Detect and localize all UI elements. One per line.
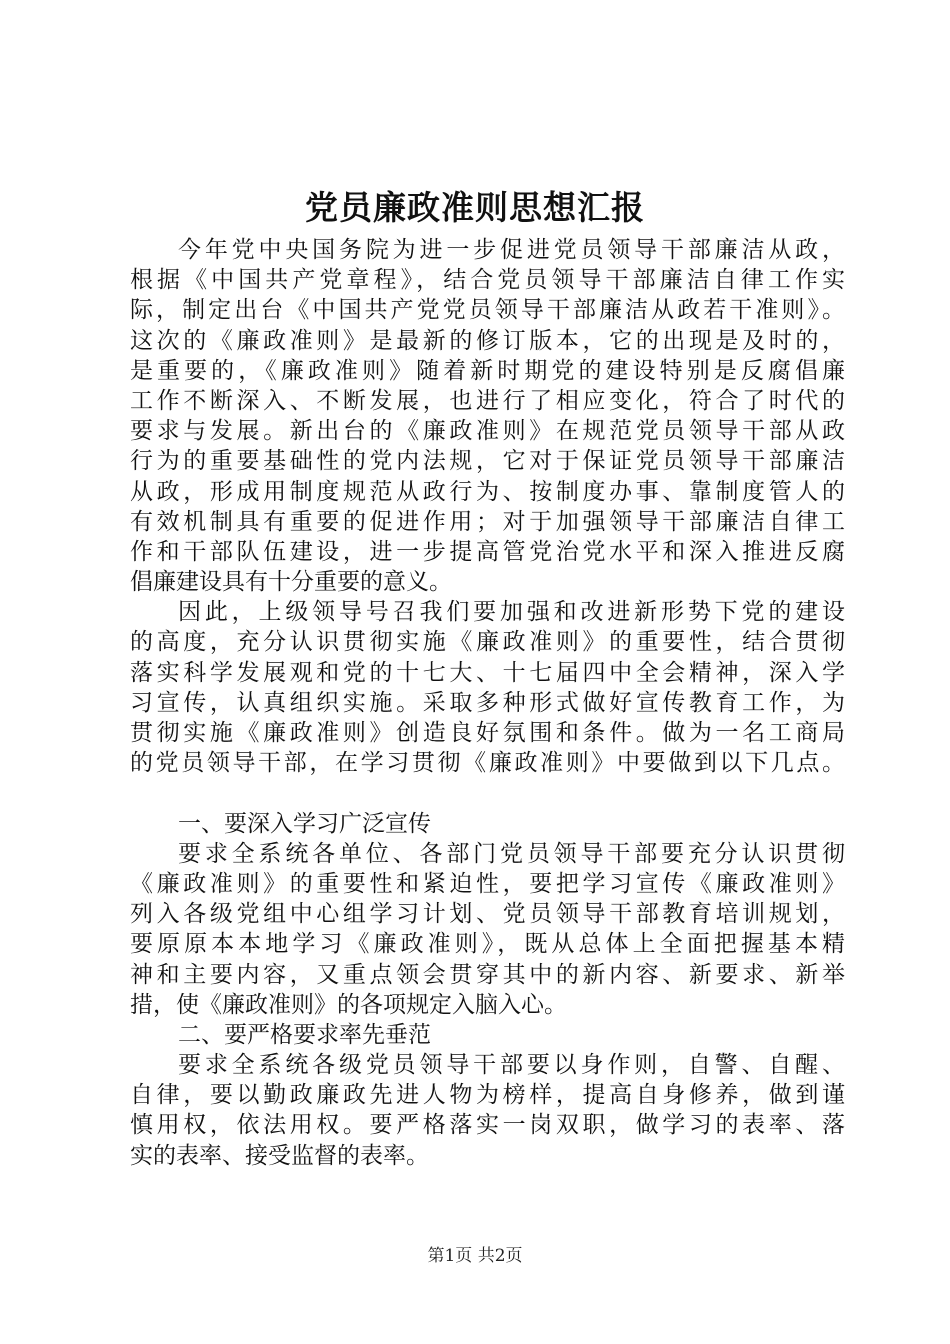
paragraph-line: 措，使《廉政准则》的各项规定入脑入心。 xyxy=(130,991,567,1018)
section-heading: 二、要严格要求率先垂范 xyxy=(178,1021,431,1048)
paragraph-line: 倡廉建设具有十分重要的意义。 xyxy=(130,569,452,596)
paragraph-line: 这次的《廉政准则》是最新的修订版本，它的出现是及时的， xyxy=(130,327,845,354)
paragraph-line: 从政，形成用制度规范从政行为、按制度办事、靠制度管人的 xyxy=(130,478,845,505)
paragraph-line: 习宣传，认真组织实施。采取多种形式做好宣传教育工作，为 xyxy=(130,689,845,716)
paragraph-line: 因此，上级领导号召我们要加强和改进新形势下党的建设 xyxy=(178,599,845,626)
paragraph-line: 工作不断深入、不断发展，也进行了相应变化，符合了时代的 xyxy=(130,387,845,414)
paragraph-line: 列入各级党组中心组学习计划、党员领导干部教育培训规划， xyxy=(130,901,845,928)
paragraph-line: 的高度，充分认识贯彻实施《廉政准则》的重要性，结合贯彻 xyxy=(130,629,845,656)
paragraph-line: 根据《中国共产党章程》，结合党员领导干部廉洁自律工作实 xyxy=(130,267,845,294)
paragraph-line: 作和干部队伍建设，进一步提高管党治党水平和深入推进反腐 xyxy=(130,538,845,565)
paragraph-line: 神和主要内容，又重点领会贯穿其中的新内容、新要求、新举 xyxy=(130,961,845,988)
paragraph-line: 今年党中央国务院为进一步促进党员领导干部廉洁从政， xyxy=(178,237,845,263)
paragraph-line: 贯彻实施《廉政准则》创造良好氛围和条件。做为一名工商局 xyxy=(130,720,845,746)
paragraph-line: 有效机制具有重要的促进作用；对于加强领导干部廉洁自律工 xyxy=(130,508,845,535)
paragraph-line: 要求与发展。新出台的《廉政准则》在规范党员领导干部从政 xyxy=(130,418,845,445)
paragraph-line: 行为的重要基础性的党内法规，它对于保证党员领导干部廉洁 xyxy=(130,448,845,475)
paragraph-line: 际，制定出台《中国共产党党员领导干部廉洁从政若干准则》。 xyxy=(130,297,845,324)
document-title: 党员廉政准则思想汇报 xyxy=(305,188,645,227)
paragraph-line: 的党员领导干部，在学习贯彻《廉政准则》中要做到以下几点。 xyxy=(130,750,845,777)
paragraph-line: 要求全系统各单位、各部门党员领导干部要充分认识贯彻 xyxy=(178,840,845,867)
paragraph-line: 慎用权，依法用权。要严格落实一岗双职，做学习的表率、落 xyxy=(130,1112,845,1139)
blank-line xyxy=(130,778,845,808)
paragraph-line: 要求全系统各级党员领导干部要以身作则，自警、自醒、 xyxy=(178,1052,845,1079)
paragraph-line: 落实科学发展观和党的十七大、十七届四中全会精神，深入学 xyxy=(130,659,845,686)
paragraph-line: 要原原本本地学习《廉政准则》，既从总体上全面把握基本精 xyxy=(130,931,845,958)
document-body xyxy=(130,235,845,1171)
paragraph-line: 《廉政准则》的重要性和紧迫性，要把学习宣传《廉政准则》 xyxy=(130,870,845,897)
page-number: 第1页 共2页 xyxy=(427,1246,523,1266)
section-heading: 一、要深入学习广泛宣传 xyxy=(178,810,431,837)
paragraph-line: 实的表率、接受监督的表率。 xyxy=(130,1142,429,1169)
paragraph-line: 是重要的，《廉政准则》随着新时期党的建设特别是反腐倡廉 xyxy=(130,357,845,384)
paragraph-line: 自律，要以勤政廉政先进人物为榜样，提高自身修养，做到谨 xyxy=(130,1082,845,1109)
